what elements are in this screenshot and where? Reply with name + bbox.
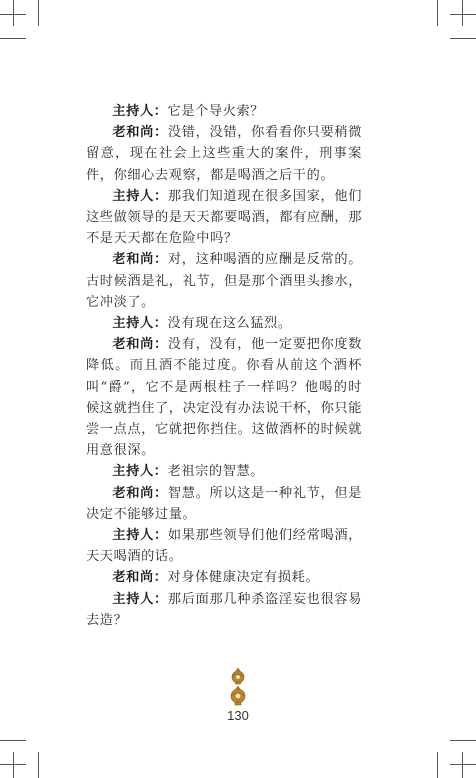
dialogue-text: 它是个导火索？: [167, 104, 265, 119]
speaker-label: 老和尚：: [112, 485, 168, 501]
speaker-label: 老和尚：: [112, 252, 168, 268]
dialogue-paragraph: [86, 101, 362, 122]
dialogue-text: 对，这种喝酒的应酬是反常的。古时候酒是礼，礼节，但是那个酒里头掺水，它冲淡了。: [86, 252, 362, 310]
crop-mark: [38, 752, 39, 778]
speaker-label: 主持人：: [112, 528, 168, 544]
lotus-lantern-ornament-icon: [207, 667, 269, 707]
crop-mark: [437, 752, 438, 778]
crop-mark: [0, 14, 26, 15]
crop-mark: [462, 752, 463, 778]
speaker-label: 主持人：: [112, 591, 168, 607]
dialogue-paragraph: [86, 461, 362, 482]
dialogue-text: 对身体健康决定有损耗。: [167, 570, 320, 586]
dialogue-text: 没有现在这么猛烈。: [167, 316, 292, 332]
dialogue-paragraph: [86, 313, 362, 334]
dialogue-paragraph: [86, 589, 362, 631]
dialogue-paragraph: [86, 122, 362, 186]
speaker-label: 主持人：: [112, 188, 168, 204]
speaker-label: 老和尚：: [112, 125, 168, 141]
dialogue-text: 没有，没有，他一定要把你度数降低。而且酒不能过度。你看从前这个酒杯叫“爵”，它不是两根柱子一样吗？他喝的时候这就挡住了，决定没有办法说干杯，你只能尝一点点，它就把你挡住。这做酒杯的时候就用意很深。: [86, 337, 362, 459]
speaker-label: 主持人：: [112, 464, 168, 480]
crop-mark: [437, 0, 438, 26]
dialogue-text: 老祖宗的智慧。: [167, 464, 265, 480]
crop-mark: [38, 0, 39, 26]
speaker-label: 老和尚：: [112, 337, 168, 353]
dialogue-text: 那我们知道现在很多国家，他们这些做领导的是天天都要喝酒，都有应酬，那不是天天都在危险中吗？: [86, 188, 362, 247]
dialogue-body: [86, 101, 362, 631]
crop-mark: [0, 38, 26, 39]
crop-mark: [13, 752, 14, 778]
dialogue-text: 那后面那几种杀盗淫妄也很容易去造？: [86, 591, 362, 628]
dialogue-paragraph: [86, 483, 362, 525]
crop-mark: [0, 764, 26, 765]
dialogue-paragraph: [86, 186, 362, 250]
dialogue-paragraph: [86, 334, 362, 461]
crop-mark: [462, 0, 463, 26]
speaker-label: 主持人：: [112, 104, 168, 119]
dialogue-text: 智慧。所以这是一种礼节，但是决定不能够过量。: [86, 485, 362, 522]
dialogue-paragraph: [86, 567, 362, 588]
crop-mark: [450, 740, 476, 741]
crop-mark: [0, 740, 26, 741]
dialogue-text: 没错，没错，你看看你只要稍微留意，现在社会上这些重大的案件，刑事案件，你细心去观察，都是喝酒之后干的。: [86, 125, 362, 183]
dialogue-paragraph: [86, 249, 362, 313]
speaker-label: 主持人：: [112, 316, 168, 332]
dialogue-text: 如果那些领导们他们经常喝酒，天天喝酒的话。: [86, 528, 362, 565]
page-number: 130: [227, 708, 249, 723]
dialogue-paragraph: [86, 525, 362, 567]
crop-mark: [450, 14, 476, 15]
crop-mark: [450, 38, 476, 39]
speaker-label: 老和尚：: [112, 570, 168, 586]
crop-mark: [450, 764, 476, 765]
crop-mark: [13, 0, 14, 26]
